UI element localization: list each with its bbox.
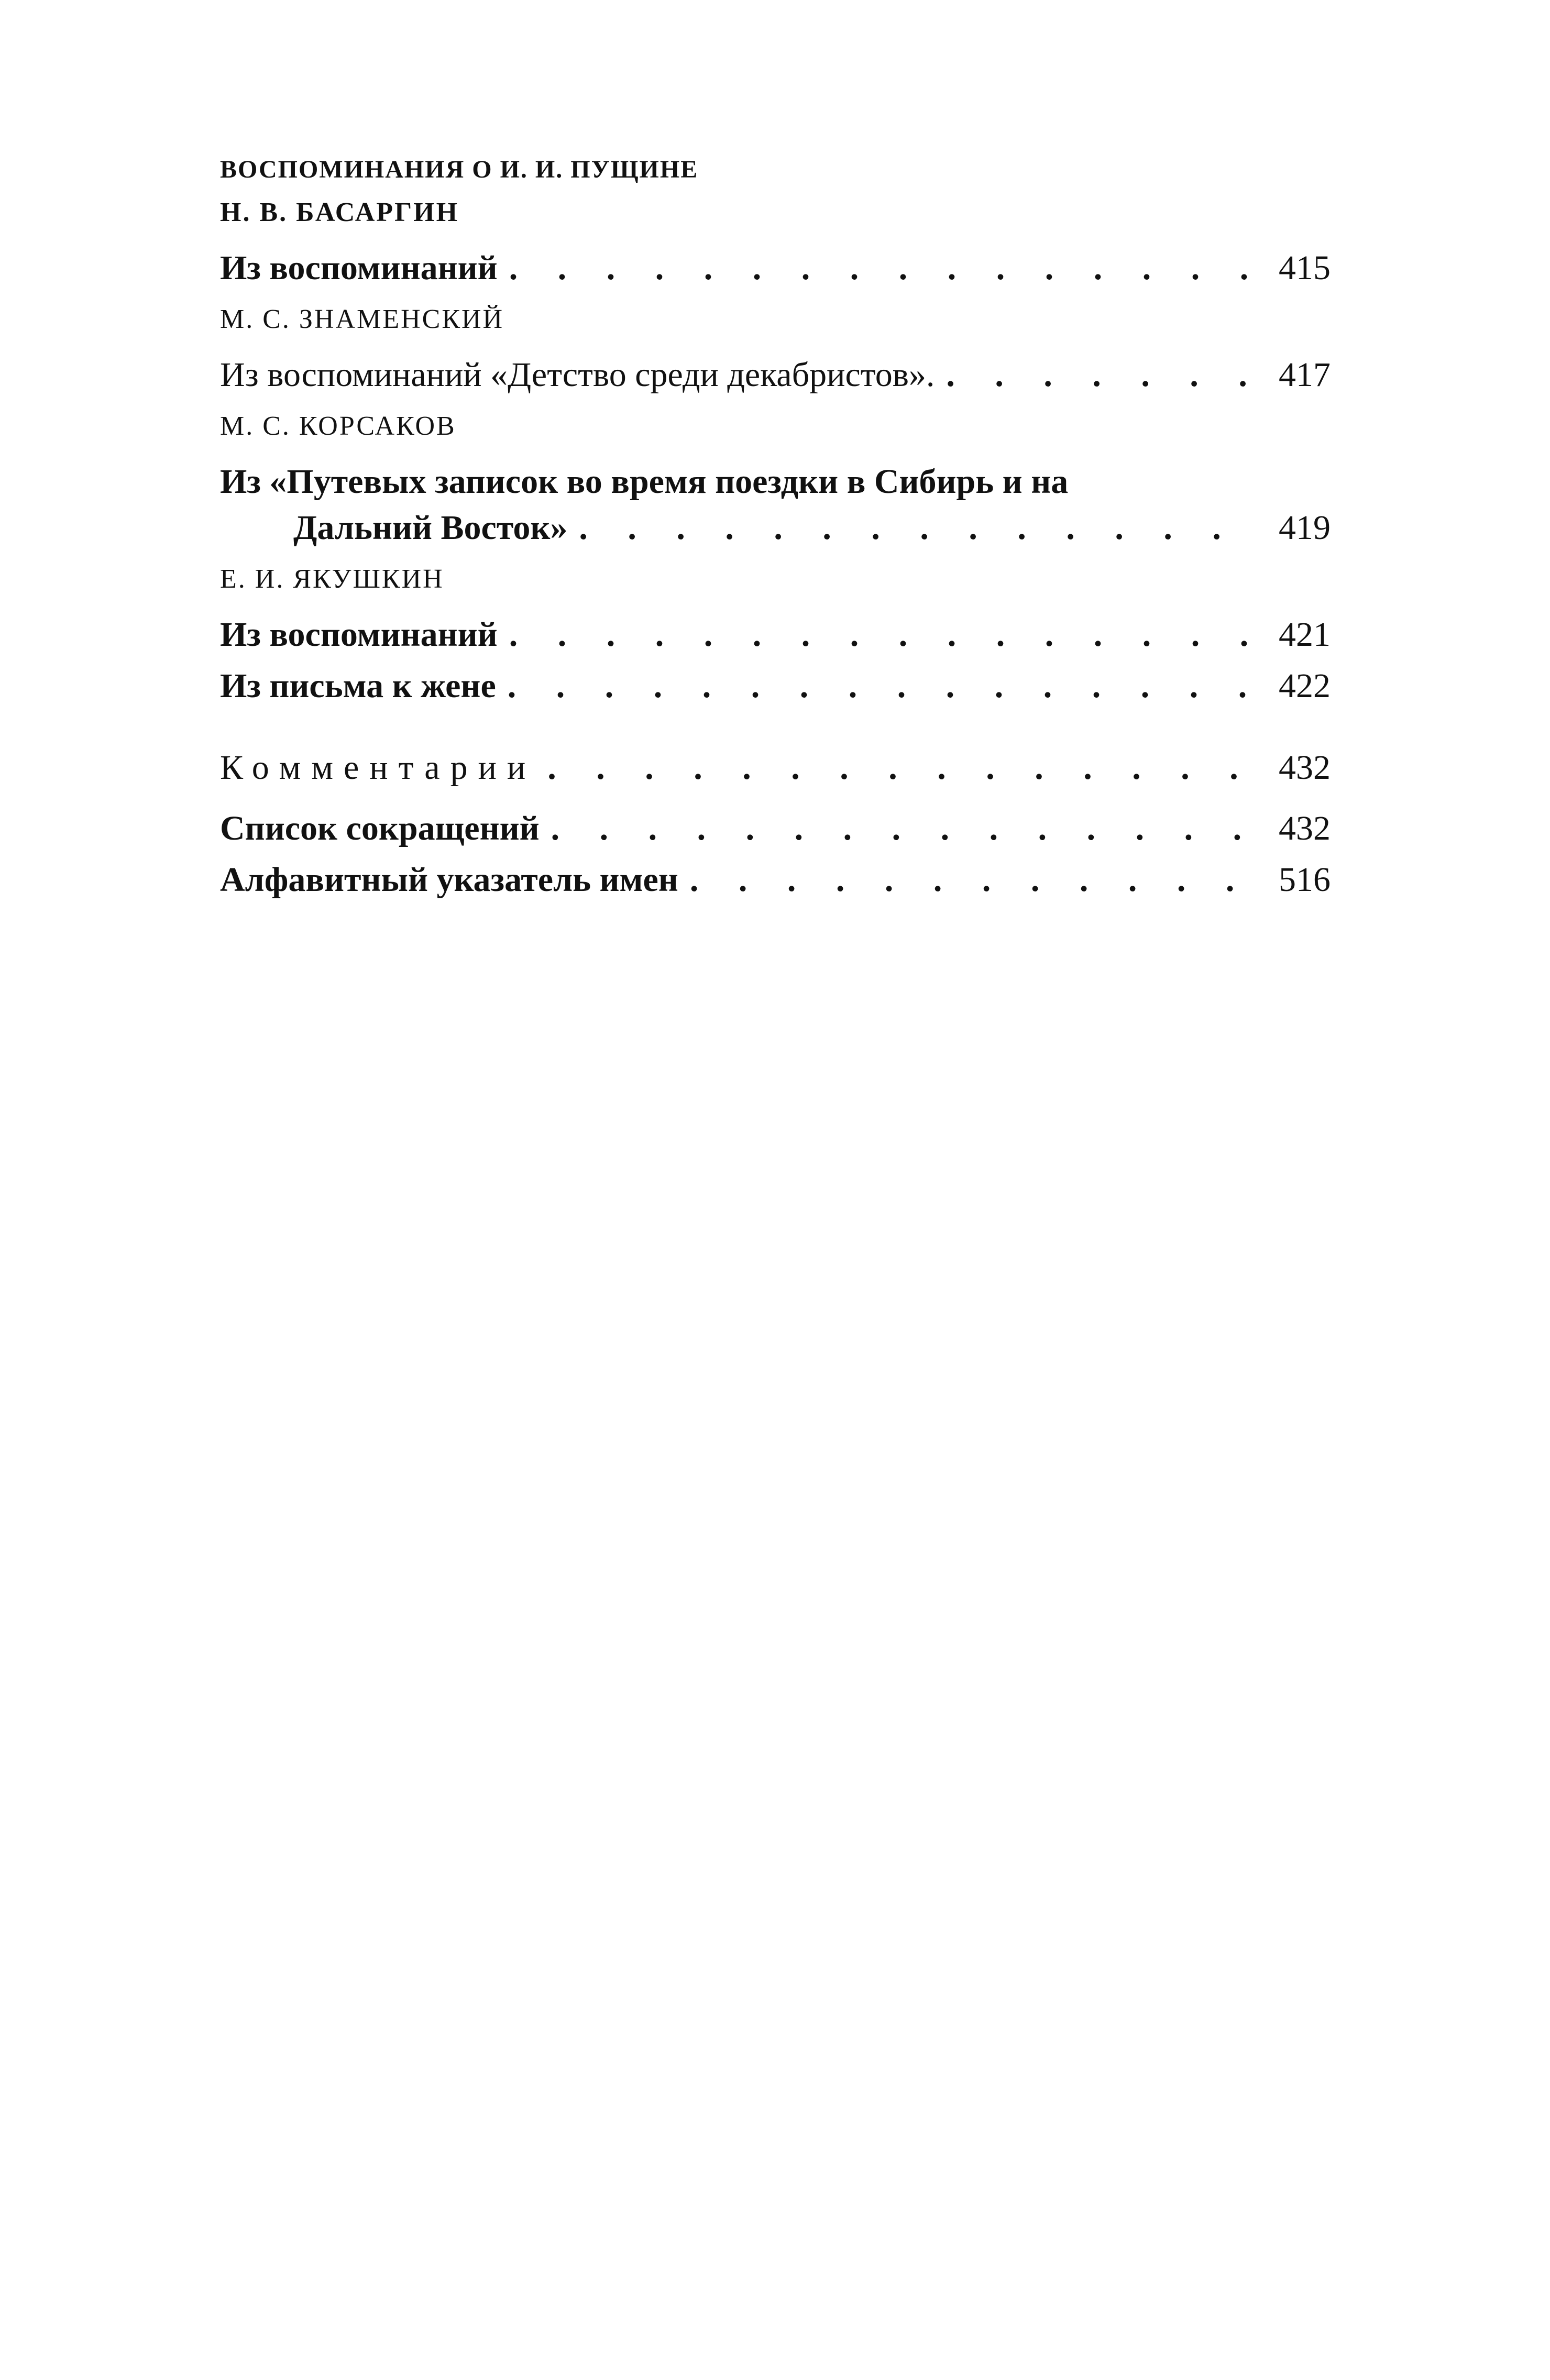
page-number: 415 [1279,249,1331,287]
entry-title: Из воспоминаний «Детство среди декабристов». [220,356,935,394]
page-number: 417 [1279,356,1331,394]
toc-entry-name-index[interactable] [220,857,1331,903]
toc-entry[interactable] [220,352,1331,398]
entry-title: Из воспоминаний [220,615,498,654]
dot-leader [540,806,1262,852]
section-title: ВОСПОМИНАНИЯ О И. И. ПУЩИНЕ [220,156,699,183]
author-name: Е. И. ЯКУШКИН [220,564,444,594]
spacer [220,724,1331,745]
toc-entry[interactable] [220,459,1331,551]
author-name: М. С. ЗНАМЕНСКИЙ [220,304,504,334]
toc-entry[interactable] [220,612,1331,658]
page-number: 419 [1279,509,1331,547]
entry-title-line-2: Дальний Восток» [293,509,568,547]
dot-leader [498,612,1262,658]
dot-leader [536,745,1262,791]
entry-title-line-1: Из «Путевых записок во время поездки в Сибирь и на [220,462,1069,501]
page-number: 516 [1279,861,1331,899]
author-name: Н. В. БАСАРГИН [220,197,459,227]
entry-title: Алфавитный указатель имен [220,861,678,899]
dot-leader [935,352,1262,398]
entry-title: Из письма к жене [220,667,496,705]
toc-entry-abbreviations[interactable] [220,806,1331,852]
toc-entry[interactable] [220,663,1331,709]
entry-title: Из воспоминаний [220,249,498,287]
dot-leader [567,505,1262,551]
toc-entry-comments[interactable] [220,745,1331,791]
page-number: 421 [1279,615,1331,654]
dot-leader [496,663,1262,709]
dot-leader [498,245,1262,291]
toc-entry[interactable] [220,245,1331,291]
author-name: М. С. КОРСАКОВ [220,411,456,441]
table-of-contents [220,157,1331,918]
page-number: 432 [1279,809,1331,847]
page-number: 432 [1279,748,1331,787]
page-number: 422 [1279,667,1331,705]
entry-title: Комментарии [220,748,536,787]
entry-title: Список сокращений [220,809,540,847]
dot-leader [678,857,1262,903]
